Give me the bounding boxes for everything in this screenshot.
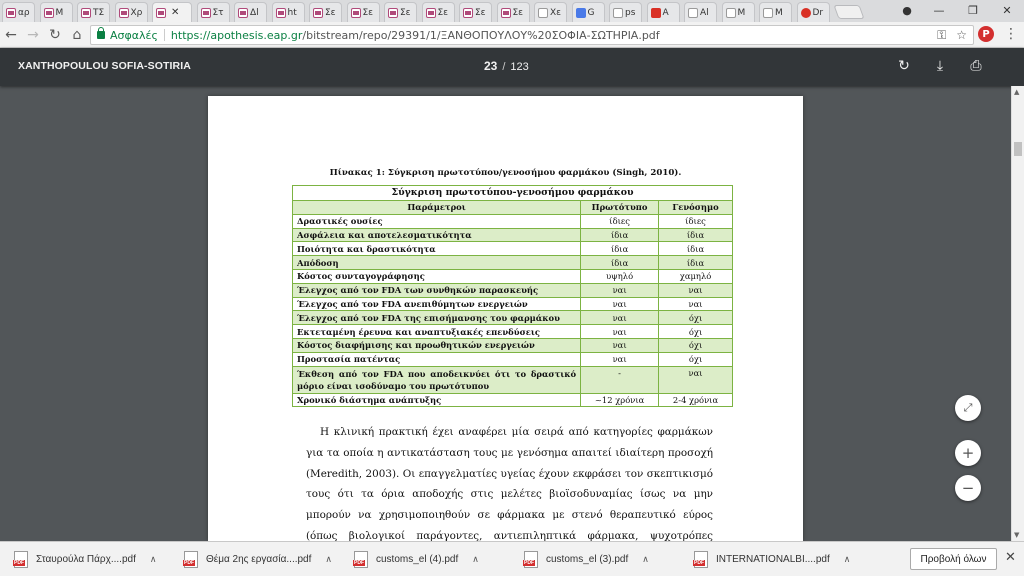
- close-window-icon[interactable]: ✕: [1002, 3, 1012, 17]
- eap-icon: [388, 8, 398, 18]
- bookmark-star-icon[interactable]: ☆: [956, 28, 967, 42]
- current-page-input[interactable]: 23: [484, 59, 498, 73]
- pdf-page: [208, 96, 803, 541]
- table-caption: Πίνακας 1: Σύγκριση πρωτοτύπου/γενοσήμου φαρμάκου (Singh, 2010).: [329, 168, 682, 178]
- browser-tab[interactable]: [115, 2, 148, 22]
- maximize-icon[interactable]: ❐: [968, 3, 978, 17]
- browser-tab[interactable]: [197, 2, 230, 22]
- pdf-file-icon: [524, 551, 538, 568]
- doc-icon: [613, 8, 623, 18]
- original-cell: ναι: [581, 283, 659, 297]
- table-row: [293, 228, 733, 242]
- original-cell: ίδιες: [581, 214, 659, 228]
- tab-label: Στ: [212, 7, 224, 18]
- tab-label: Χε: [550, 7, 562, 18]
- pdf-file-icon: [694, 551, 708, 568]
- param-cell: Έλεγχος από τον FDA της επισήμανσης του φαρμάκου: [293, 311, 581, 325]
- scroll-down-icon[interactable]: ▼: [1014, 531, 1020, 539]
- download-item[interactable]: [14, 548, 156, 570]
- zoom-in-button[interactable]: [955, 440, 981, 466]
- tab-label: Σε: [437, 7, 449, 18]
- param-cell: Προστασία πατέντας: [293, 352, 581, 366]
- download-item[interactable]: [694, 548, 850, 570]
- tabs-container: [0, 0, 834, 22]
- param-cell: Κόστος συνταγογράφησης: [293, 269, 581, 283]
- table-row: [293, 366, 733, 393]
- eap-icon: [276, 8, 286, 18]
- tab-label: ps: [625, 7, 636, 18]
- generic-cell: ναι: [659, 366, 733, 393]
- eap-icon: [426, 8, 436, 18]
- omnibox-actions: [937, 28, 967, 43]
- minus-icon: −: [961, 479, 975, 497]
- table-row: [293, 352, 733, 366]
- download-icon[interactable]: ⤓: [936, 58, 944, 74]
- body-paragraph: Η κλινική πρακτική έχει αναφέρει μία σειρά από κατηγορίες φαρμάκων για τα οποία η αντικατάσταση τους με γενόσημα απαιτεί ιδιαίτερη προσοχή (Meredith, 2003). Οι επαγγελματίες υγείας έχουν εκφράσει τον σκεπτικισμό τους ότι τα όρια αποδοχής στις μελέτες βιοϊσοδυναμίας ίσως να μην μπορούν να χρησιμοποιηθούν σε φάρμακα με στενό θεραπευτικό εύρος (όπως βιολογικοί παράγοντες, αντιεπιληπτικά φάρμακα, ψυχοτρόπες: [306, 426, 713, 541]
- fit-to-page-button[interactable]: [955, 395, 981, 421]
- param-cell: Δραστικές ουσίες: [293, 214, 581, 228]
- browser-tab[interactable]: [609, 2, 642, 22]
- profile-icon[interactable]: ●: [902, 3, 912, 17]
- lock-icon: [97, 31, 105, 39]
- param-cell: Κόστος διαφήμισης και προωθητικών ενεργειών: [293, 338, 581, 352]
- original-cell: ναι: [581, 352, 659, 366]
- eap-icon: [201, 8, 211, 18]
- browser-tab[interactable]: [497, 2, 530, 22]
- param-cell: Έκθεση από τον FDA που αποδεικνύει ότι το δραστικό μόριο είναι ισοδύναμο του πρωτότυπου: [293, 366, 581, 393]
- original-cell: ναι: [581, 338, 659, 352]
- close-shelf-icon[interactable]: ✕: [1005, 550, 1016, 565]
- original-cell: ίδια: [581, 228, 659, 242]
- comparison-table: [292, 185, 733, 407]
- browser-tab[interactable]: [347, 2, 380, 22]
- page-separator: /: [502, 61, 506, 73]
- browser-tab[interactable]: [40, 2, 73, 22]
- back-icon[interactable]: ←: [5, 26, 17, 43]
- table-title-row: [293, 186, 733, 201]
- tab-label: Δl: [250, 7, 259, 18]
- original-cell: -: [581, 366, 659, 393]
- generic-cell: ίδιες: [659, 214, 733, 228]
- browser-tab[interactable]: [77, 2, 110, 22]
- pdf-file-icon: [184, 551, 198, 568]
- generic-cell: ναι: [659, 297, 733, 311]
- browser-menu-icon[interactable]: ⋮: [1004, 26, 1018, 42]
- browser-tab[interactable]: [384, 2, 417, 22]
- tab-label: ht: [287, 7, 297, 18]
- record-icon: [801, 8, 811, 18]
- pdf-file-icon: [354, 551, 368, 568]
- download-filename: INTERNATIONALBI....pdf: [716, 553, 830, 565]
- browser-tab[interactable]: [797, 2, 830, 22]
- tab-label: Dr: [812, 7, 824, 18]
- table-row: [293, 311, 733, 325]
- new-tab-button[interactable]: [833, 5, 864, 19]
- chevron-up-icon[interactable]: ∧: [642, 553, 649, 564]
- header-original: Πρωτότυπο: [581, 201, 659, 215]
- chevron-up-icon[interactable]: ∧: [472, 553, 479, 564]
- param-cell: Έλεγχος από τον FDA ανεπιθύμητων ενεργειών: [293, 297, 581, 311]
- browser-tab[interactable]: [309, 2, 342, 22]
- browser-tab[interactable]: [272, 2, 305, 22]
- download-item[interactable]: [354, 548, 479, 570]
- browser-tab[interactable]: [459, 2, 492, 22]
- header-parameters: Παράμετροι: [293, 201, 581, 215]
- eap-icon: [501, 8, 511, 18]
- tab-label: G: [587, 7, 595, 18]
- eap-icon: [6, 8, 16, 18]
- pdf-file-icon: [14, 551, 28, 568]
- chevron-up-icon[interactable]: ∧: [325, 553, 332, 564]
- table-row: [293, 269, 733, 283]
- address-bar[interactable]: [90, 25, 974, 45]
- generic-cell: 2-4 χρόνια: [659, 393, 733, 407]
- original-cell: ίδια: [581, 242, 659, 256]
- page-indicator: [484, 59, 529, 73]
- table-header-row: [293, 201, 733, 215]
- doc-icon: [763, 8, 773, 18]
- tab-label: Σε: [400, 7, 411, 18]
- chevron-up-icon[interactable]: ∧: [843, 553, 851, 564]
- reload-icon[interactable]: ↻: [49, 26, 61, 43]
- browser-tab[interactable]: [152, 2, 192, 22]
- browser-tab[interactable]: [572, 2, 605, 22]
- browser-tab[interactable]: [422, 2, 455, 22]
- print-icon[interactable]: ⎙: [970, 58, 982, 74]
- eap-icon: [81, 8, 91, 18]
- translate-icon: [576, 8, 586, 18]
- total-pages: 123: [510, 61, 529, 73]
- eap-icon: [119, 8, 129, 18]
- show-all-downloads-button[interactable]: Προβολή όλων: [910, 548, 997, 570]
- tab-label: M: [775, 7, 783, 18]
- vertical-scrollbar[interactable]: [1011, 86, 1024, 541]
- chevron-up-icon[interactable]: ∧: [149, 553, 157, 564]
- home-icon[interactable]: ⌂: [72, 26, 82, 43]
- table-row: [293, 256, 733, 270]
- tab-label: Σε: [475, 7, 486, 18]
- table-row: [293, 338, 733, 352]
- generic-cell: όχι: [659, 325, 733, 339]
- tab-label: M: [737, 7, 746, 18]
- url-host: https://apothesis.eap.gr: [170, 28, 303, 42]
- doc-icon: [538, 8, 548, 18]
- download-filename: customs_el (3).pdf: [546, 553, 629, 565]
- original-cell: ναι: [581, 325, 659, 339]
- generic-cell: όχι: [659, 311, 733, 325]
- window-controls: [892, 0, 1024, 20]
- browser-tab[interactable]: [647, 2, 680, 22]
- generic-cell: ίδια: [659, 256, 733, 270]
- pinterest-extension-icon[interactable]: P: [978, 26, 994, 42]
- original-cell: ναι: [581, 311, 659, 325]
- param-cell: Εκτεταμένη έρευνα και αναπτυξιακές επενδύσεις: [293, 325, 581, 339]
- url-path: /bitstream/repo/29391/1/ΞΑΝΘΟΠΟΥΛΟΥ%20ΣΟΦΙΑ-ΣΩΤΗΡΙΑ.pdf: [302, 28, 660, 42]
- download-filename: Σταυρούλα Πάρχ....pdf: [36, 553, 136, 565]
- browser-tab[interactable]: [759, 2, 792, 22]
- eap-icon: [238, 8, 248, 18]
- tab-label: Σε: [362, 7, 374, 18]
- pdf-toolbar: [0, 48, 1024, 86]
- table-title: Σύγκριση πρωτοτύπου-γενοσήμου φαρμάκου: [293, 186, 733, 201]
- tab-strip: [0, 0, 1024, 22]
- eap-icon: [44, 8, 54, 18]
- eap-icon: [313, 8, 323, 18]
- doc-icon: [688, 8, 698, 18]
- browser-toolbar: [0, 22, 1024, 48]
- pdf-actions: [896, 58, 984, 74]
- table-row: [293, 325, 733, 339]
- download-shelf: [0, 541, 1024, 576]
- download-filename: Θέμα 2ης εργασία....pdf: [206, 553, 312, 565]
- generic-cell: ίδια: [659, 228, 733, 242]
- table-row: [293, 283, 733, 297]
- browser-tab[interactable]: [534, 2, 567, 22]
- eap-icon: [463, 8, 473, 18]
- param-cell: Χρονικό διάστημα ανάπτυξης: [293, 393, 581, 407]
- tab-label: Al: [700, 7, 709, 18]
- generic-cell: όχι: [659, 352, 733, 366]
- zoom-out-button[interactable]: [955, 475, 981, 501]
- tab-label: Σε: [512, 7, 524, 18]
- original-cell: ~12 χρόνια: [581, 393, 659, 407]
- browser-tab[interactable]: [2, 2, 35, 22]
- scroll-up-icon[interactable]: ▲: [1014, 88, 1020, 96]
- generic-cell: ίδια: [659, 242, 733, 256]
- tab-label: αρ: [18, 7, 30, 18]
- close-tab-icon[interactable]: ✕: [171, 7, 180, 18]
- header-generic: Γενόσημο: [659, 201, 733, 215]
- scroll-thumb[interactable]: [1014, 142, 1022, 156]
- tab-label: TΣ: [93, 7, 105, 18]
- original-cell: ίδια: [581, 256, 659, 270]
- generic-cell: όχι: [659, 338, 733, 352]
- fit-icon: ⤢: [963, 401, 973, 414]
- download-filename: customs_el (4).pdf: [376, 553, 459, 565]
- original-cell: υψηλό: [581, 269, 659, 283]
- tab-label: M: [55, 7, 64, 18]
- rotate-icon[interactable]: ↻: [898, 58, 910, 74]
- forward-icon[interactable]: →: [27, 26, 39, 43]
- table-row: [293, 242, 733, 256]
- browser-tab[interactable]: [722, 2, 755, 22]
- eap-icon: [156, 8, 166, 18]
- muted-audio-icon: [651, 8, 661, 18]
- plus-icon: +: [961, 444, 975, 462]
- eap-icon: [351, 8, 361, 18]
- generic-cell: ναι: [659, 283, 733, 297]
- key-icon[interactable]: ⚿: [937, 28, 947, 42]
- generic-cell: χαμηλό: [659, 269, 733, 283]
- param-cell: Απόδοση: [293, 256, 581, 270]
- secure-label: Ασφαλές: [110, 28, 158, 42]
- download-item[interactable]: [184, 548, 332, 570]
- tab-label: A: [662, 7, 669, 18]
- param-cell: Έλεγχος από τον FDA των συνθηκών παρασκευής: [293, 283, 581, 297]
- document-title: XANTHOPOULOU SOFIA-SOTIRIA: [18, 60, 191, 72]
- divider: [164, 29, 165, 41]
- table-row: [293, 297, 733, 311]
- download-item[interactable]: [524, 548, 649, 570]
- table-row: [293, 214, 733, 228]
- table-row: [293, 393, 733, 407]
- browser-tab[interactable]: [234, 2, 267, 22]
- tab-label: Χρ: [130, 7, 143, 18]
- tab-label: Σε: [325, 7, 336, 18]
- param-cell: Ποιότητα και δραστικότητα: [293, 242, 581, 256]
- doc-icon: [726, 8, 736, 18]
- param-cell: Ασφάλεια και αποτελεσματικότητα: [293, 228, 581, 242]
- browser-tab[interactable]: [684, 2, 717, 22]
- minimize-icon[interactable]: —: [933, 3, 945, 17]
- original-cell: ναι: [581, 297, 659, 311]
